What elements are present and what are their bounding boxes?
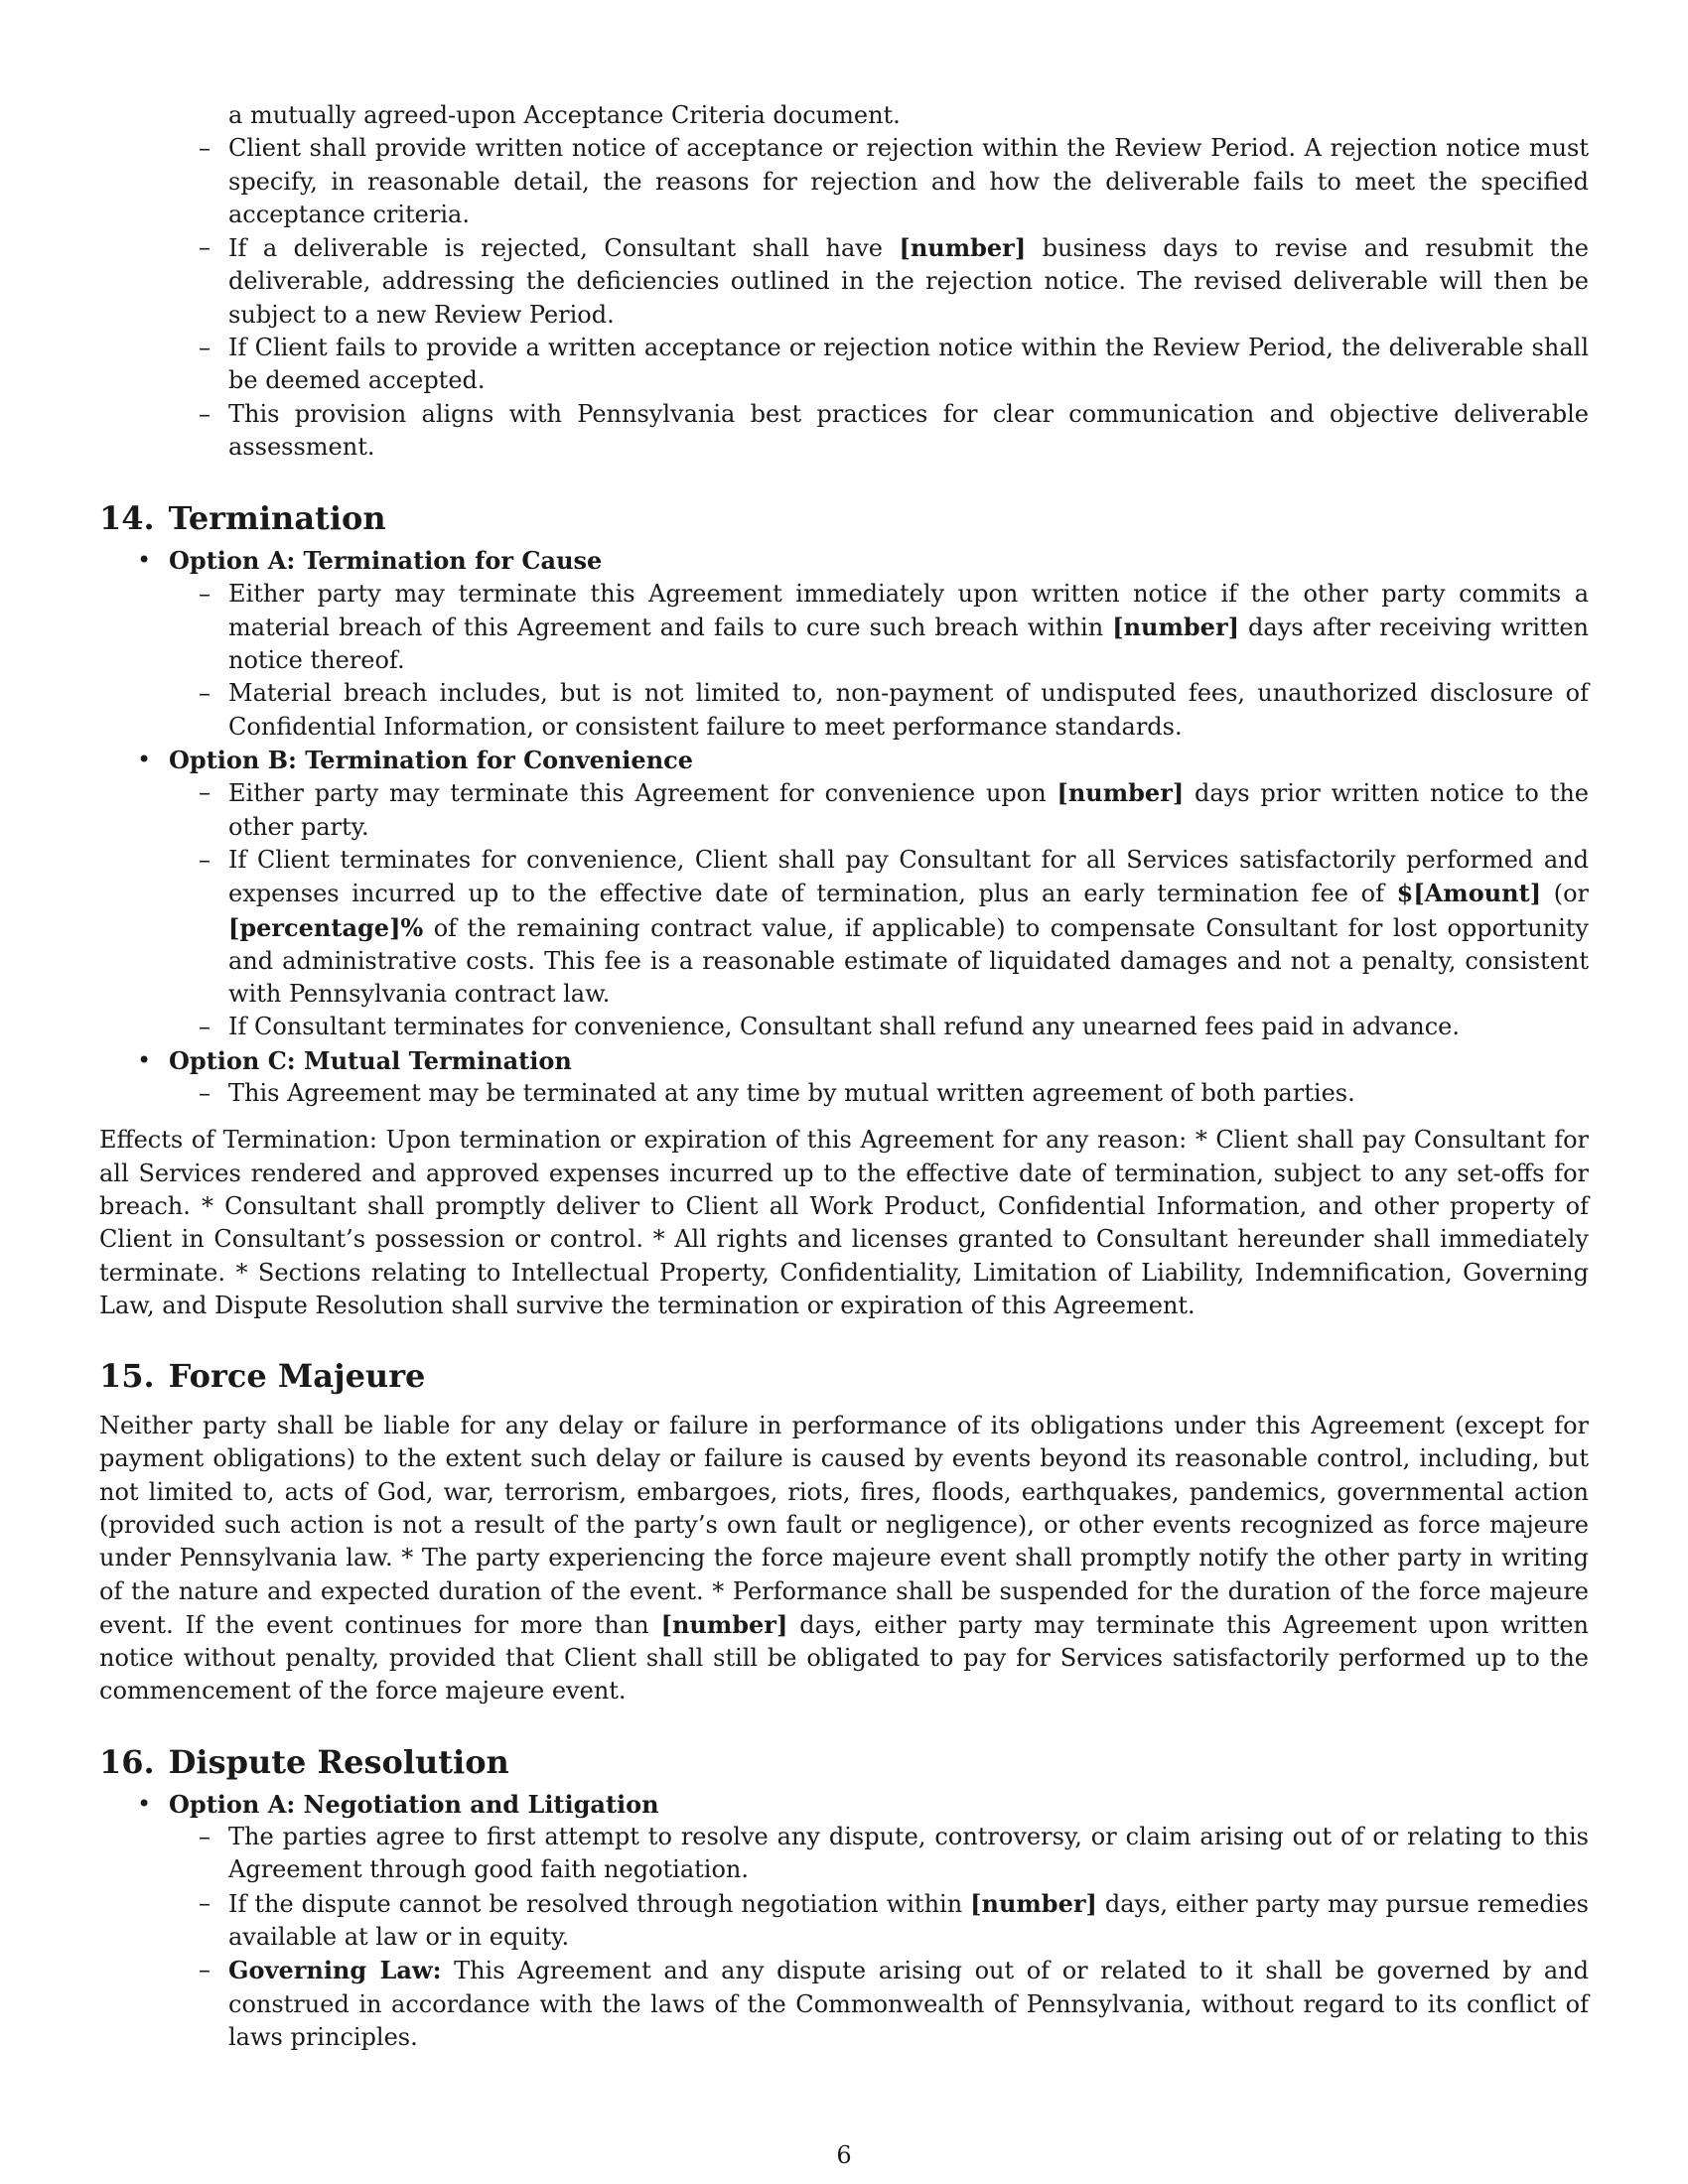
page-content	[99, 99, 1589, 2054]
list-item: – The parties agree to first attempt to resolve any dispute, controversy, or claim arising out of or relating to this Agreement through good faith negotiation.	[199, 1823, 1589, 1884]
option-heading: • Option B: Termination for Convenience	[137, 746, 694, 775]
list-item: – If the dispute cannot be resolved through negotiation within [number] days, either party may pursue remedies available at law or in equity.	[199, 1888, 1590, 1951]
option-heading: • Option C: Mutual Termination	[137, 1045, 572, 1075]
list-item: – If a deliverable is rejected, Consultant shall have [number] business days to revise and resubmit the deliverable, addressing the deficiencies outlined in the rejection notice. The revised deliverable will then be subject to a new Review Period.	[199, 233, 1589, 329]
list-item: – Client shall provide written notice of acceptance or rejection within the Review Period. A rejection notice must specify, in reasonable detail, the reasons for rejection and how the deliverable fails to meet the specified acceptance criteria.	[199, 134, 1589, 228]
list-item: – Governing Law: This Agreement and any dispute arising out of or related to it shall be governed by and construed in accordance with the laws of the Commonwealth of Pennsylvania, without regard to its conflict of laws principles.	[199, 1956, 1589, 2051]
list-item: – If Consultant terminates for convenience, Consultant shall refund any unearned fees paid in advance.	[199, 1013, 1460, 1041]
list-item: – Either party may terminate this Agreement immediately upon written notice if the other party commits a material breach of this Agreement and fails to cure such breach within [number] days after receiving written notice thereof.	[199, 579, 1589, 675]
option-heading: • Option A: Negotiation and Litigation	[137, 1789, 659, 1819]
page-number: 6	[836, 2141, 852, 2169]
continuation-line: a mutually agreed-upon Acceptance Criteria document.	[228, 101, 901, 129]
list-item: – This provision aligns with Pennsylvania best practices for clear communication and objective deliverable assessment.	[199, 399, 1589, 461]
list-item: – This Agreement may be terminated at any time by mutual written agreement of both parties.	[199, 1079, 1355, 1108]
list-item: – Either party may terminate this Agreement for convenience upon [number] days prior written notice to the other party.	[199, 778, 1590, 841]
section-heading-termination: 14. Termination	[99, 499, 386, 538]
list-item: – Material breach includes, but is not limited to, non-payment of undisputed fees, unauthorized disclosure of Confidential Information, or consistent failure to meet performance standards.	[199, 679, 1589, 741]
section-heading-dispute-resolution: 16. Dispute Resolution	[99, 1742, 509, 1781]
list-item: – If Client fails to provide a written acceptance or rejection notice within the Review Period, the deliverable shall be deemed accepted.	[199, 334, 1589, 395]
effects-of-termination-paragraph: Effects of Termination: Upon termination or expiration of this Agreement for any reason: * Client shall pay Consultant for all Services rendered and approved expenses incurred up to the effective date of termination, subject to any set-offs for breach. * Consultant shall promptly deliver to Client all Work Product, Confidential Information, and other property of Client in Consultant’s possession or control. * All rights and licenses granted to Consultant hereunder shall immediately terminate. * Sections relating to Intellectual Property, Confidentiality, Limitation of Liability, Indemnification, Governing Law, and Dispute Resolution shall survive the termination or expiration of this Agreement.	[99, 1126, 1589, 1319]
option-heading: • Option A: Termination for Cause	[137, 546, 603, 576]
force-majeure-paragraph: Neither party shall be liable for any delay or failure in performance of its obligations under this Agreement (except for payment obligations) to the extent such delay or failure is caused by events beyond its reasonable control, including, but not limited to, acts of God, war, terrorism, embargoes, riots, fires, floods, earthquakes, pandemics, governmental action (provided such action is not a result of the party’s own fault or negligence), or other events recognized as force majeure under Pennsylvania law. * The party experiencing the force majeure event shall promptly notify the other party in writing of the nature and expected duration of the event. * Performance shall be suspended for the duration of the force majeure event. If the event continues for more than [number] days, either party may terminate this Agreement upon written notice without penalty, provided that Client shall still be obligated to pay for Services satisfactorily performed up to the commencement of the force majeure event.	[99, 1412, 1589, 1706]
list-item: – If Client terminates for convenience, Client shall pay Consultant for all Services satisfactorily performed and expenses incurred up to the effective date of termination, plus an early termination fee of $[Amount] (or [percentage]% of the remaining contract value, if applicable) to compensate Consultant for lost opportunity and administrative costs. This fee is a reasonable estimate of liquidated damages and not a penalty, consistent with Pennsylvania contract law.	[199, 845, 1589, 1009]
section-heading-force-majeure: 15. Force Majeure	[99, 1357, 426, 1396]
